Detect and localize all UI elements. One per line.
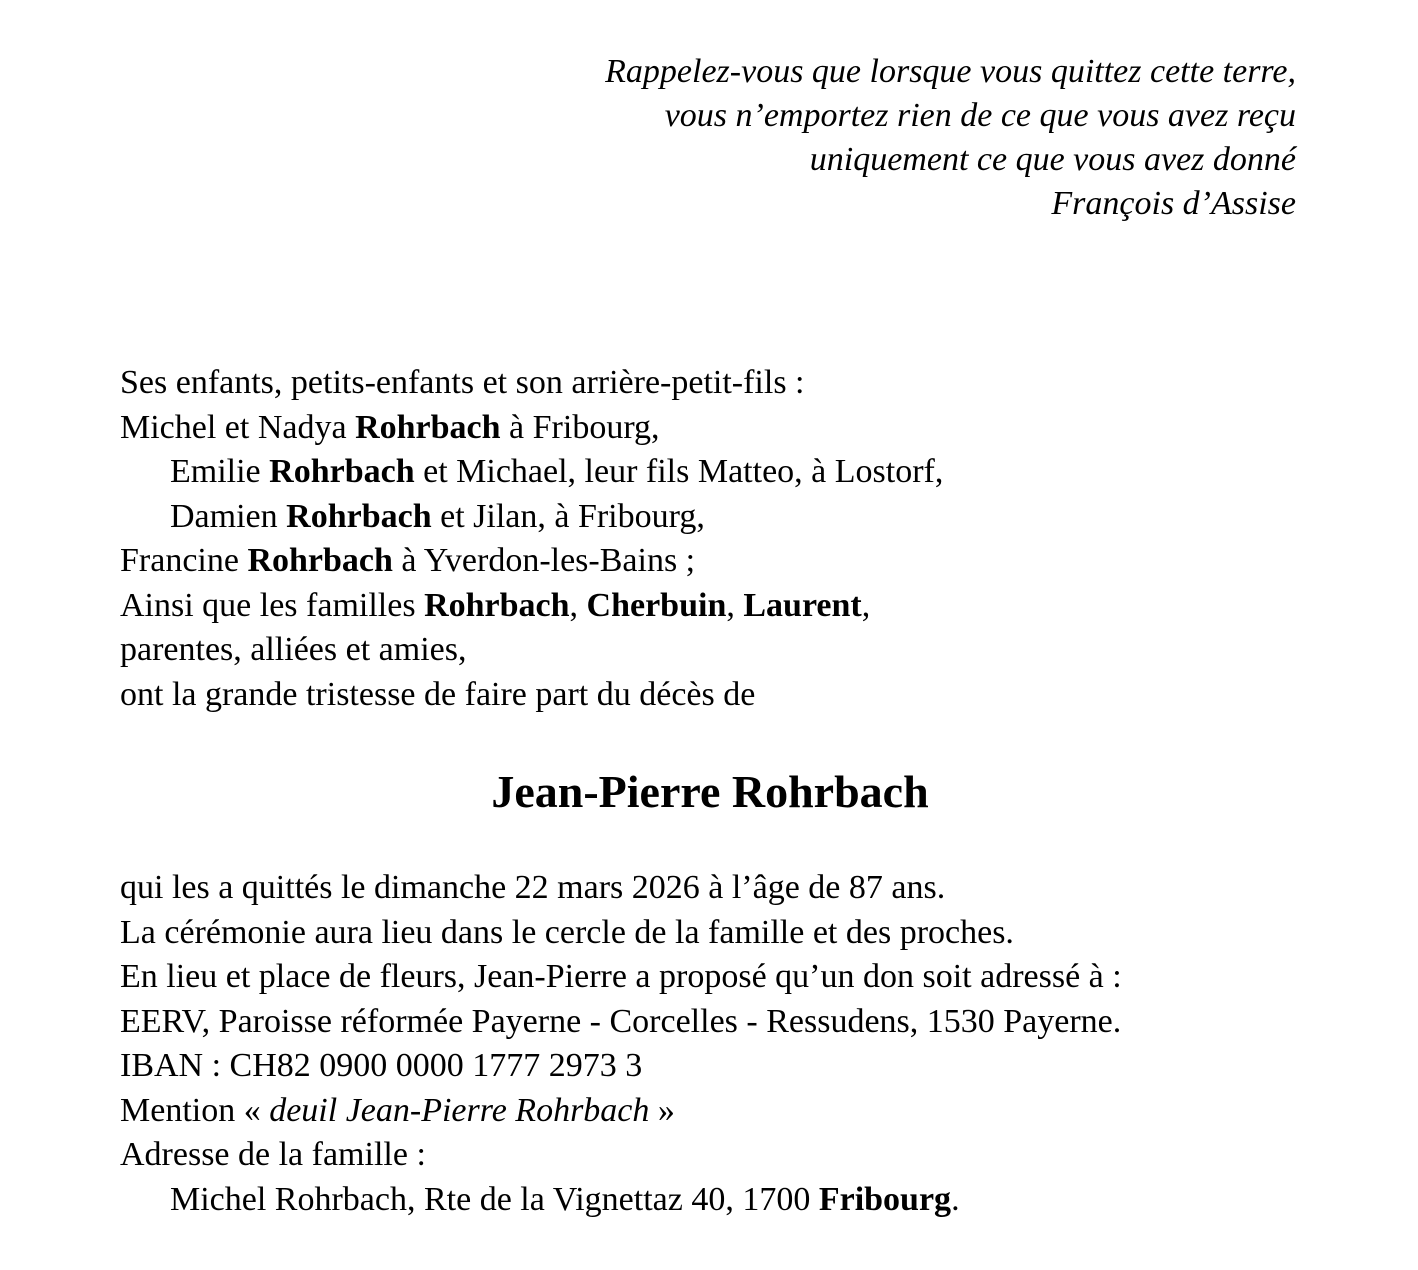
- mention-line: Mention « deuil Jean-Pierre Rohrbach »: [120, 1091, 675, 1129]
- quote-attribution: François d’Assise: [1051, 185, 1296, 222]
- family-line: Ainsi que les familles Rohrbach, Cherbuin, Laurent,: [120, 586, 871, 624]
- family-line: parentes, alliées et amies,: [120, 631, 467, 668]
- family-announcement: [120, 361, 1310, 717]
- family-line: Francine Rohrbach à Yverdon-les-Bains ;: [120, 542, 696, 579]
- deceased-name: Jean-Pierre Rohrbach: [491, 766, 929, 817]
- ceremony-details: [120, 866, 1360, 1222]
- family-address-line: Michel Rohrbach, Rte de la Vignettaz 40, 1700 Fribourg.: [170, 1180, 960, 1218]
- detail-line: En lieu et place de fleurs, Jean-Pierre a proposé qu’un don soit adressé à :: [120, 958, 1122, 995]
- iban-line: IBAN : CH82 0900 0000 1777 2973 3: [120, 1047, 643, 1084]
- detail-line: La cérémonie aura lieu dans le cercle de la famille et des proches.: [120, 913, 1014, 951]
- detail-line: qui les a quittés le dimanche 22 mars 2026 à l’âge de 87 ans.: [120, 869, 946, 906]
- family-line: Emilie Rohrbach et Michael, leur fils Matteo, à Lostorf,: [170, 453, 944, 490]
- opening-quote: [605, 50, 1296, 226]
- quote-line: uniquement ce que vous avez donné: [809, 141, 1296, 178]
- family-line: Damien Rohrbach et Jilan, à Fribourg,: [170, 497, 705, 535]
- quote-line: Rappelez-vous que lorsque vous quittez cette terre,: [605, 53, 1296, 90]
- family-line: Michel et Nadya Rohrbach à Fribourg,: [120, 408, 660, 446]
- detail-line: EERV, Paroisse réformée Payerne - Corcelles - Ressudens, 1530 Payerne.: [120, 1002, 1122, 1040]
- family-line: ont la grande tristesse de faire part du décès de: [120, 675, 756, 713]
- detail-line: Adresse de la famille :: [120, 1136, 426, 1173]
- quote-line: vous n’emportez rien de ce que vous avez reçu: [664, 97, 1296, 134]
- family-line: Ses enfants, petits-enfants et son arrière-petit-fils :: [120, 364, 805, 401]
